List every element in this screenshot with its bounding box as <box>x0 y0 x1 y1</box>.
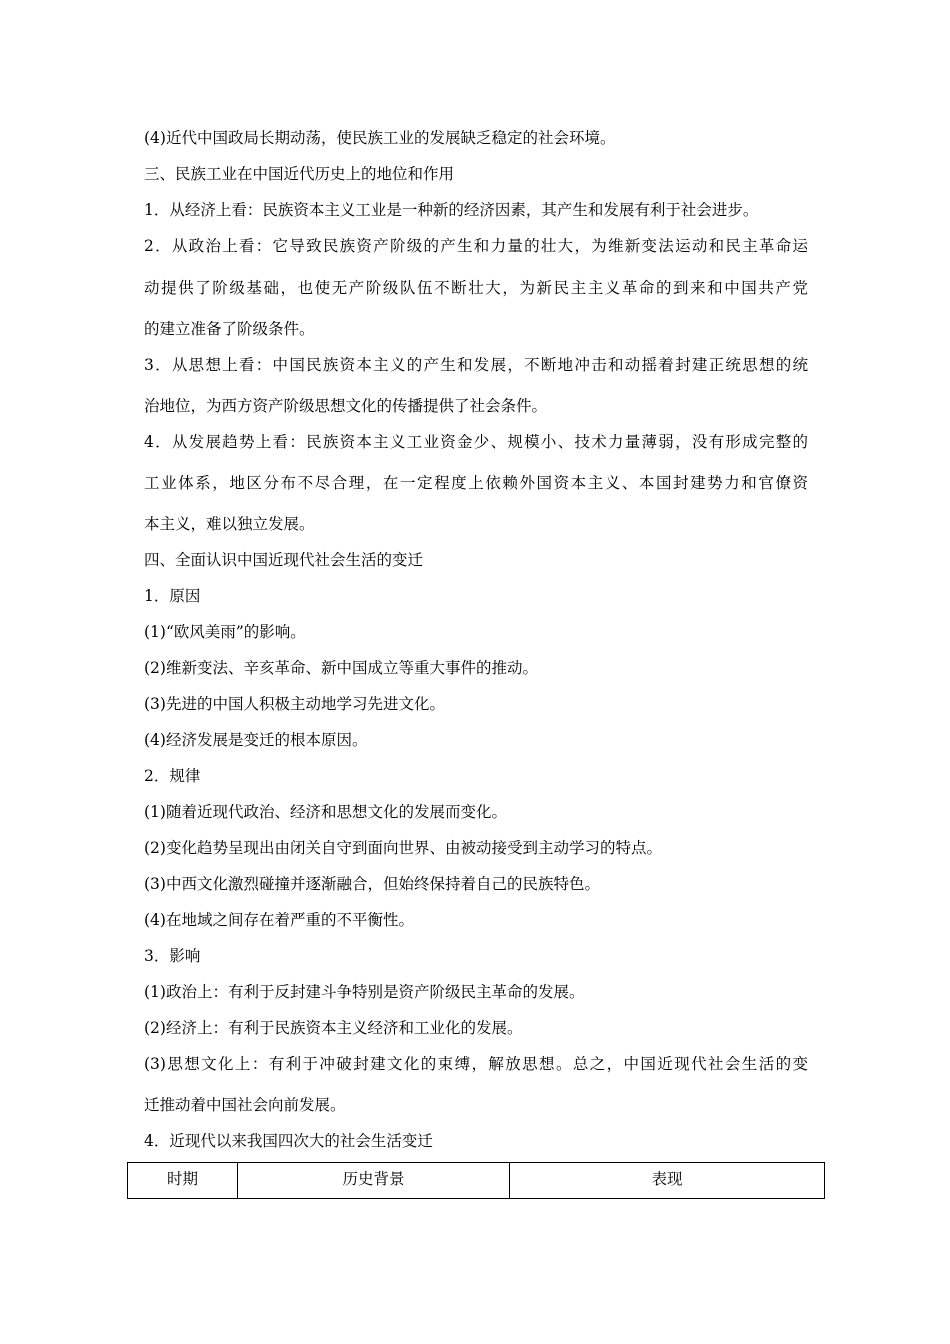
list-item: (3)先进的中国人积极主动地学习先进文化。 <box>144 695 445 713</box>
table-header-row <box>128 1163 825 1199</box>
list-item: (1)政治上：有利于反封建斗争特别是资产阶级民主革命的发展。 <box>144 983 585 1001</box>
subheading: 4．近现代以来我国四次大的社会生活变迁 <box>144 1132 433 1150</box>
list-item: (2)变化趋势呈现出由闭关自守到面向世界、由被动接受到主动学习的特点。 <box>144 839 662 857</box>
list-item: (4)在地域之间存在着严重的不平衡性。 <box>144 911 414 929</box>
subheading: 1．原因 <box>144 587 201 605</box>
paragraph-line: 动提供了阶级基础，也使无产阶级队伍不断壮大，为新民主主义革命的到来和中国共产党 <box>144 279 808 297</box>
paragraph-line: 1．从经济上看：民族资本主义工业是一种新的经济因素，其产生和发展有利于社会进步。 <box>144 201 759 219</box>
list-item: (3)思想文化上：有利于冲破封建文化的束缚，解放思想。总之，中国近现代社会生活的变 <box>144 1055 808 1073</box>
list-item: (2)经济上：有利于民族资本主义经济和工业化的发展。 <box>144 1019 523 1037</box>
paragraph-line: (4)近代中国政局长期动荡，使民族工业的发展缺乏稳定的社会环境。 <box>144 129 616 147</box>
paragraph-line: 3．从思想上看：中国民族资本主义的产生和发展，不断地冲击和动摇着封建正统思想的统 <box>144 356 808 374</box>
list-item: (4)经济发展是变迁的根本原因。 <box>144 731 368 749</box>
table-header-cell: 历史背景 <box>238 1163 510 1199</box>
paragraph-line: 迁推动着中国社会向前发展。 <box>144 1096 346 1114</box>
paragraph-line: 4．从发展趋势上看：民族资本主义工业资金少、规模小、技术力量薄弱，没有形成完整的 <box>144 433 808 451</box>
subheading: 2．规律 <box>144 767 201 785</box>
list-item: (3)中西文化激烈碰撞并逐渐融合，但始终保持着自己的民族特色。 <box>144 875 600 893</box>
section-heading: 三、民族工业在中国近代历史上的地位和作用 <box>144 165 455 183</box>
paragraph-line: 工业体系，地区分布不尽合理，在一定程度上依赖外国资本主义、本国封建势力和官僚资 <box>144 474 808 492</box>
paragraph-line: 2．从政治上看：它导致民族资产阶级的产生和力量的壮大，为维新变法运动和民主革命运 <box>144 237 808 255</box>
table-header-cell: 表现 <box>510 1163 825 1199</box>
subheading: 3．影响 <box>144 947 201 965</box>
list-item: (1)随着近现代政治、经济和思想文化的发展而变化。 <box>144 803 507 821</box>
list-item: (2)维新变法、辛亥革命、新中国成立等重大事件的推动。 <box>144 659 538 677</box>
section-heading: 四、全面认识中国近现代社会生活的变迁 <box>144 551 424 569</box>
paragraph-line: 本主义，难以独立发展。 <box>144 515 315 533</box>
history-table <box>127 1162 825 1199</box>
paragraph-line: 治地位，为西方资产阶级思想文化的传播提供了社会条件。 <box>144 397 548 415</box>
list-item: (1)“欧风美雨”的影响。 <box>144 623 306 641</box>
paragraph-line: 的建立准备了阶级条件。 <box>144 320 315 338</box>
table-header-cell: 时期 <box>128 1163 238 1199</box>
